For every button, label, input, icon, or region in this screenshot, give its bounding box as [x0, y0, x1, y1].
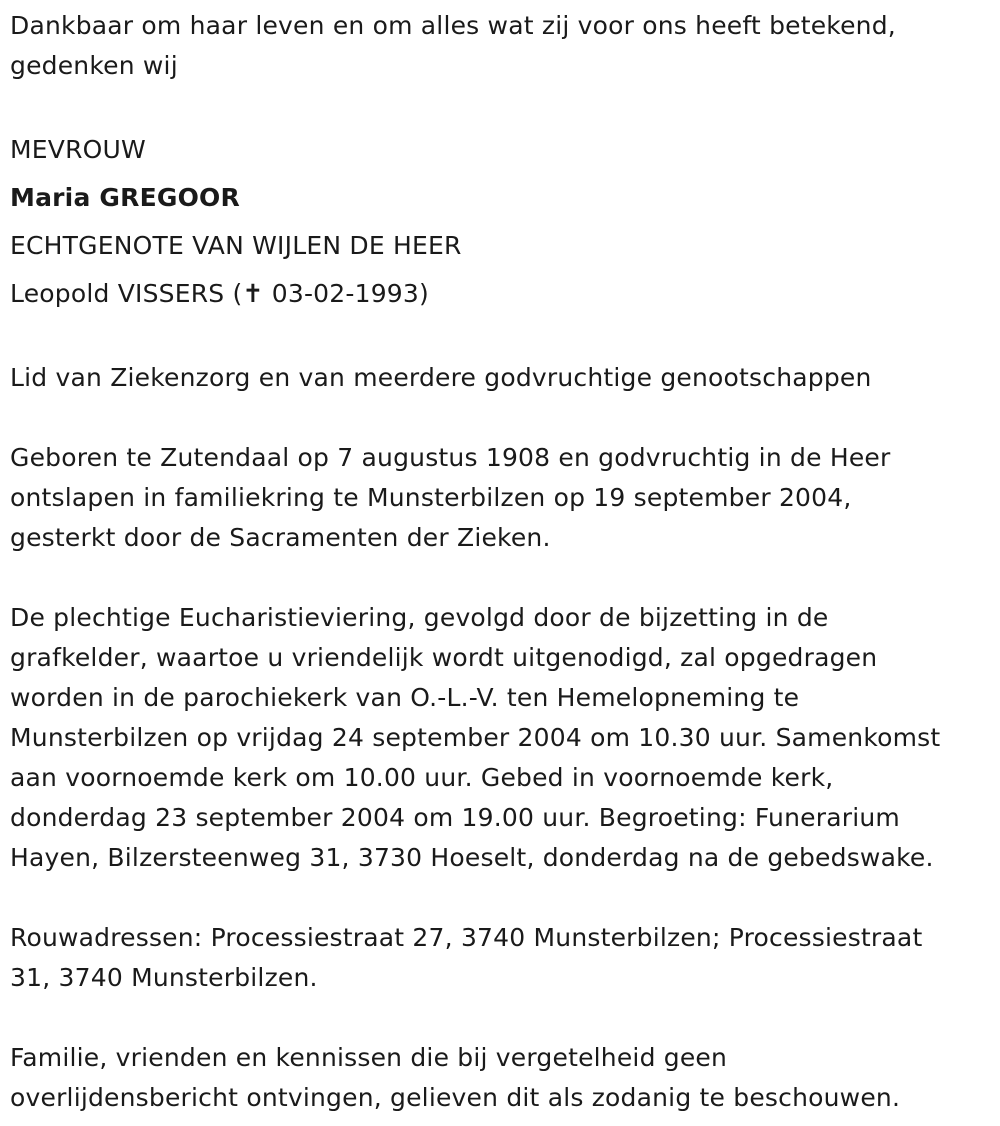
spacer — [10, 398, 998, 438]
membership-paragraph — [10, 358, 998, 398]
birth-death-paragraph — [10, 438, 998, 558]
deceased-block — [10, 126, 998, 318]
addresses-paragraph — [10, 918, 998, 998]
spacer — [10, 558, 998, 598]
ceremony-line: Munsterbilzen op vrijdag 24 september 2004 om 10.30 uur. Samenkomst — [10, 723, 941, 752]
ceremony-line: De plechtige Eucharistieviering, gevolgd door de bijzetting in de — [10, 603, 829, 632]
birth-death-line: Geboren te Zutendaal op 7 augustus 1908 en godvruchtig in de Heer — [10, 443, 891, 472]
spacer — [10, 86, 998, 126]
ceremony-line: grafkelder, waartoe u vriendelijk wordt uitgenodigd, zal opgedragen — [10, 643, 878, 672]
obituary-notice — [10, 6, 998, 1118]
addresses-line: 31, 3740 Munsterbilzen. — [10, 963, 318, 992]
birth-death-line: ontslapen in familiekring te Munsterbilzen op 19 september 2004, — [10, 483, 852, 512]
ceremony-line: worden in de parochiekerk van O.-L.-V. ten Hemelopneming te — [10, 683, 800, 712]
intro-line: gedenken wij — [10, 51, 178, 80]
spacer — [10, 998, 998, 1038]
spouse-line: Leopold VISSERS (✝ 03-02-1993) — [10, 279, 429, 308]
closing-line: Familie, vrienden en kennissen die bij vergetelheid geen — [10, 1043, 728, 1072]
ceremony-line: aan voornoemde kerk om 10.00 uur. Gebed in voornoemde kerk, — [10, 763, 834, 792]
ceremony-line: Hayen, Bilzersteenweg 31, 3730 Hoeselt, donderdag na de gebedswake. — [10, 843, 934, 872]
closing-paragraph — [10, 1038, 998, 1118]
honorific: MEVROUW — [10, 135, 146, 164]
membership-line: Lid van Ziekenzorg en van meerdere godvruchtige genootschappen — [10, 363, 872, 392]
intro-line: Dankbaar om haar leven en om alles wat zij voor ons heeft betekend, — [10, 11, 896, 40]
addresses-line: Rouwadressen: Processiestraat 27, 3740 Munsterbilzen; Processiestraat — [10, 923, 923, 952]
deceased-name: Maria GREGOOR — [10, 183, 240, 212]
spacer — [10, 878, 998, 918]
birth-death-line: gesterkt door de Sacramenten der Zieken. — [10, 523, 551, 552]
ceremony-line: donderdag 23 september 2004 om 19.00 uur. Begroeting: Funerarium — [10, 803, 900, 832]
closing-line: overlijdensbericht ontvingen, gelieven dit als zodanig te beschouwen. — [10, 1083, 901, 1112]
ceremony-paragraph — [10, 598, 998, 878]
intro-paragraph — [10, 6, 998, 86]
relation-line: ECHTGENOTE VAN WIJLEN DE HEER — [10, 231, 462, 260]
spacer — [10, 318, 998, 358]
